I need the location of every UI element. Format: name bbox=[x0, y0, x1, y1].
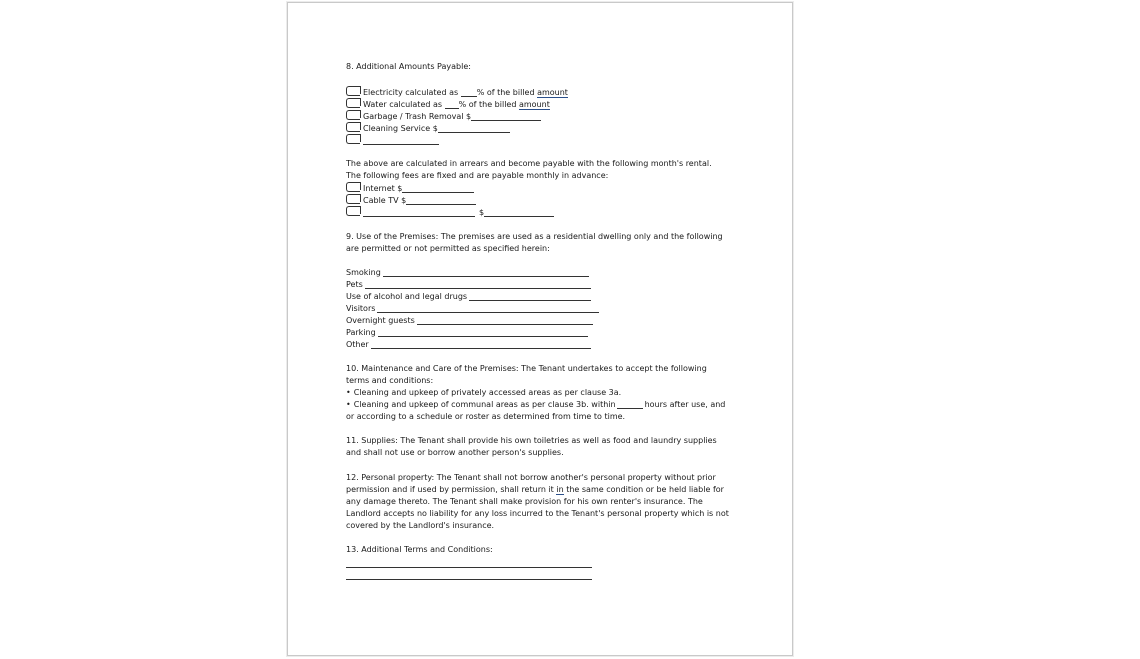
additional-terms-line-2 bbox=[346, 570, 592, 582]
additional-terms-line-1 bbox=[346, 558, 592, 570]
permission-parking: Parking bbox=[346, 327, 588, 339]
blank-field[interactable] bbox=[378, 327, 588, 337]
fixed-fees-text: The following fees are fixed and are payable monthly in advance: bbox=[346, 171, 609, 180]
section-8-item-electricity: Electricity calculated as % of the billed amount bbox=[346, 86, 568, 99]
blank-field[interactable] bbox=[346, 570, 592, 580]
section-12-line-2: permission and if used by permission, shall return it in the same condition or be held liable for bbox=[346, 485, 724, 494]
section-10-bullet-1: • Cleaning and upkeep of privately accessed areas as per clause 3a. bbox=[346, 388, 622, 397]
blank-field[interactable] bbox=[377, 303, 599, 313]
arrears-text: The above are calculated in arrears and become payable with the following month's rental. bbox=[346, 159, 712, 168]
blank-field[interactable] bbox=[438, 123, 510, 133]
checkbox[interactable] bbox=[346, 86, 360, 96]
section-8-item-water: Water calculated as % of the billed amount bbox=[346, 98, 550, 111]
fixed-item-other: $ bbox=[346, 206, 554, 219]
blank-field[interactable] bbox=[484, 207, 554, 217]
section-10-line-5: or according to a schedule or roster as determined from time to time. bbox=[346, 412, 626, 421]
section-13-heading: 13. Additional Terms and Conditions: bbox=[346, 545, 493, 554]
blank-field[interactable] bbox=[445, 99, 459, 109]
section-9-line-1: 9. Use of the Premises: The premises are used as a residential dwelling only and the following bbox=[346, 232, 723, 241]
checkbox[interactable] bbox=[346, 206, 360, 216]
blank-field[interactable] bbox=[363, 207, 475, 217]
checkbox[interactable] bbox=[346, 182, 360, 192]
section-12-line-1: 12. Personal property: The Tenant shall not borrow another's personal property without prior bbox=[346, 473, 716, 482]
checkbox[interactable] bbox=[346, 194, 360, 204]
blank-field[interactable] bbox=[402, 183, 474, 193]
permission-pets: Pets bbox=[346, 279, 591, 291]
section-8-heading: 8. Additional Amounts Payable: bbox=[346, 62, 471, 71]
permission-visitors: Visitors bbox=[346, 303, 599, 315]
permission-smoking: Smoking bbox=[346, 267, 589, 279]
permission-overnight-guests: Overnight guests bbox=[346, 315, 593, 327]
section-12-line-5: covered by the Landlord's insurance. bbox=[346, 521, 495, 530]
fixed-item-cable: Cable TV $ bbox=[346, 194, 476, 207]
blank-field[interactable] bbox=[365, 279, 591, 289]
blank-field[interactable] bbox=[471, 111, 541, 121]
blank-field[interactable] bbox=[417, 315, 593, 325]
checkbox[interactable] bbox=[346, 122, 360, 132]
section-10-line-1: 10. Maintenance and Care of the Premises: The Tenant undertakes to accept the following bbox=[346, 364, 707, 373]
section-12-line-3: any damage thereto. The Tenant shall make provision for his own renter's insurance. The bbox=[346, 497, 703, 506]
section-8-item-cleaning: Cleaning Service $ bbox=[346, 122, 510, 135]
section-10-line-2: terms and conditions: bbox=[346, 376, 434, 385]
permission-other: Other bbox=[346, 339, 591, 351]
checkbox[interactable] bbox=[346, 134, 360, 144]
section-8-item-garbage: Garbage / Trash Removal $ bbox=[346, 110, 541, 123]
checkbox[interactable] bbox=[346, 98, 360, 108]
checkbox[interactable] bbox=[346, 110, 360, 120]
section-9-line-2: are permitted or not permitted as specified herein: bbox=[346, 244, 550, 253]
section-10-bullet-2: • Cleaning and upkeep of communal areas as per clause 3b. within hours after use, and bbox=[346, 400, 726, 409]
section-12-line-4: Landlord accepts no liability for any loss incurred to the Tenant's personal property which is not bbox=[346, 509, 729, 518]
blank-field[interactable] bbox=[363, 135, 439, 145]
section-11-line-1: 11. Supplies: The Tenant shall provide his own toiletries as well as food and laundry supplies bbox=[346, 436, 717, 445]
blank-field[interactable] bbox=[371, 339, 591, 349]
permission-alcohol: Use of alcohol and legal drugs bbox=[346, 291, 591, 303]
fixed-item-internet: Internet $ bbox=[346, 182, 474, 195]
blank-field[interactable] bbox=[461, 87, 477, 97]
blank-field[interactable] bbox=[346, 558, 592, 568]
blank-field[interactable] bbox=[617, 399, 643, 409]
section-11-line-2: and shall not use or borrow another person's supplies. bbox=[346, 448, 564, 457]
blank-field[interactable] bbox=[383, 267, 589, 277]
blank-field[interactable] bbox=[469, 291, 591, 301]
section-8-item-other bbox=[346, 134, 439, 147]
blank-field[interactable] bbox=[406, 195, 476, 205]
